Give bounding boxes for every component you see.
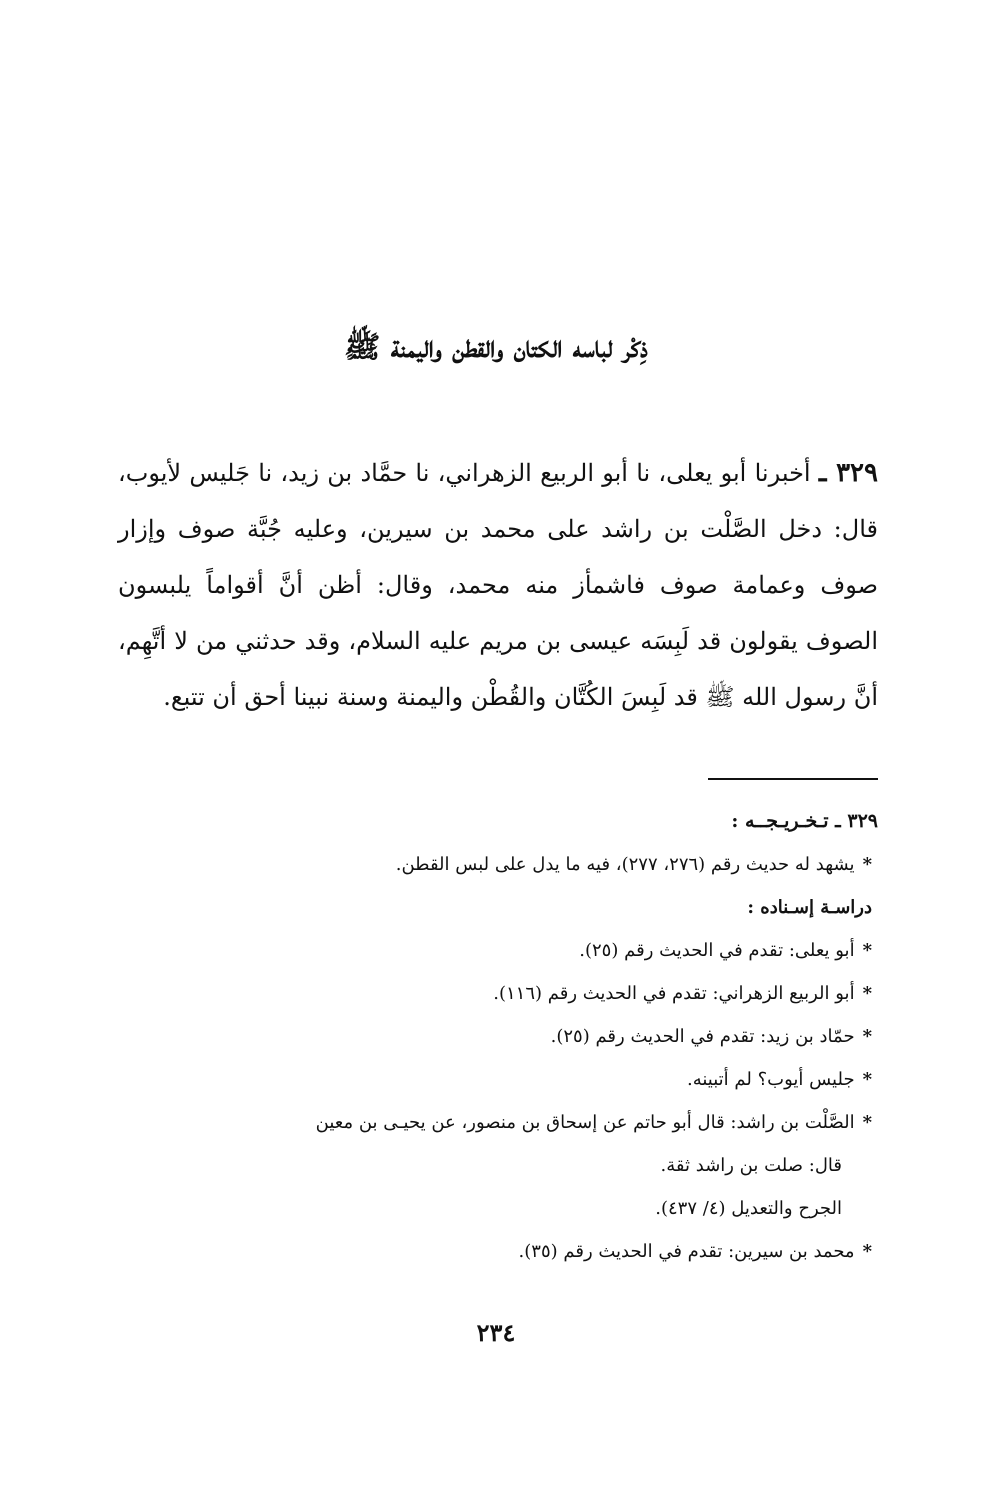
bullet-star-icon: *	[862, 1026, 872, 1047]
takhrij-item	[118, 843, 878, 886]
bullet-star-icon: *	[862, 983, 872, 1004]
narrator-text: حمّاد بن زيد: تقدم في الحديث رقم (٢٥).	[550, 1026, 855, 1047]
narrator-item	[118, 1230, 878, 1273]
narrator-item	[118, 1058, 878, 1101]
bullet-star-icon: *	[862, 1069, 872, 1090]
hadith-text: أخبرنا أبو يعلى، نا أبو الربيع الزهراني، نا حمَّاد بن زيد، نا جَليس لأيوب، قال: دخل الصَّلْت بن راشد على محمد بن سيرين، وعليه جُبَّة صوف وإزار صوف وعمامة صوف فاشمأز منه محمد، وقال: أظن أنَّ أقواماً يلبسون الصوف يقولون قد لَبِسَه عيسى بن مريم عليه السلام، وقد حدثني من لا أتَّهِم، أنَّ رسول الله ﷺ قد لَبِسَ الكُتَّان والقُطْن واليمنة وسنة نبينا أحق أن تتبع.	[118, 459, 878, 711]
narrator-item	[118, 1015, 878, 1058]
isnad-heading: دراسـة إسـناده :	[747, 897, 872, 918]
hadith-number: ٣٢٩ ـ	[818, 458, 878, 488]
footnote-divider	[708, 778, 878, 780]
chapter-title: ذِكْر لباسه الكتان والقطن واليمنة ﷺ	[344, 330, 648, 365]
bullet-star-icon: *	[862, 1241, 872, 1262]
narrator-text: محمد بن سيرين: تقدم في الحديث رقم (٣٥).	[518, 1241, 855, 1262]
narrator-continuation: قال: صلت بن راشد ثقة.	[660, 1155, 842, 1176]
hadith-paragraph	[118, 445, 878, 725]
narrator-item	[118, 929, 878, 972]
narrator-item	[118, 972, 878, 1015]
narrator-item	[118, 1101, 878, 1144]
takhrij-text: يشهد له حديث رقم (٢٧٦، ٢٧٧)، فيه ما يدل على لبس القطن.	[395, 854, 855, 875]
takhrij-heading: ٣٢٩ ـ تـخـريـجــه :	[731, 810, 878, 832]
narrator-text: الصَّلْت بن راشد: قال أبو حاتم عن إسحاق بن منصور، عن يحيـى بن معين	[315, 1112, 855, 1133]
bullet-star-icon: *	[862, 940, 872, 961]
narrator-text: أبو الربيع الزهراني: تقدم في الحديث رقم (١١٦).	[493, 983, 855, 1004]
page-number: ٢٣٤	[476, 1318, 516, 1347]
narrator-text: جليس أيوب؟ لم أتبينه.	[686, 1069, 855, 1090]
footnotes	[118, 800, 878, 1273]
narrator-text: أبو يعلى: تقدم في الحديث رقم (٢٥).	[579, 940, 855, 961]
narrator-source: الجرح والتعديل (٤/ ٤٣٧).	[655, 1198, 842, 1219]
bullet-star-icon: *	[862, 1112, 872, 1133]
bullet-star-icon: *	[862, 854, 872, 875]
